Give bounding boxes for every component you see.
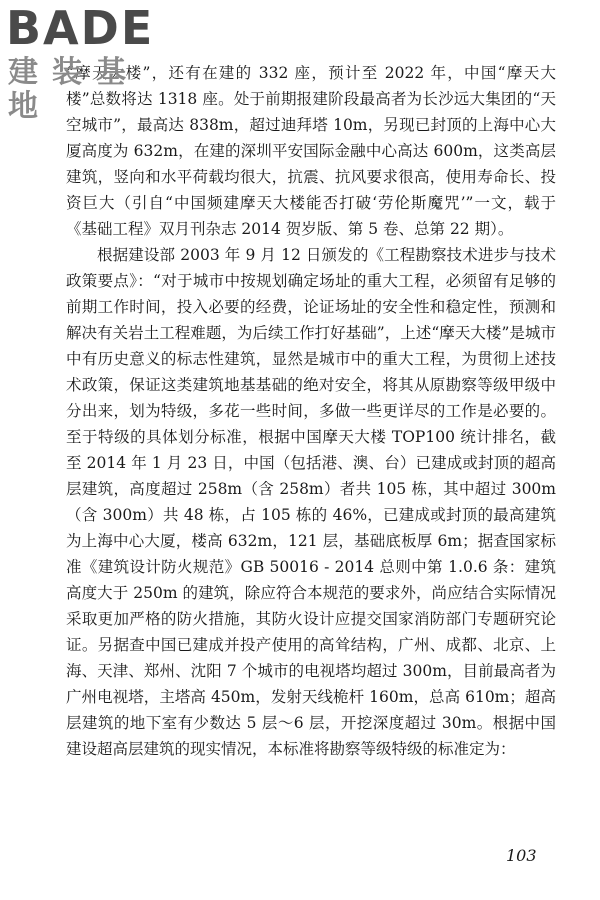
page-number: 103 (506, 846, 537, 865)
paragraph-continued: “摩天大楼”，还有在建的 332 座，预计至 2022 年，中国“摩天大楼”总数将达 1318 座。处于前期报建阶段最高者为长沙远大集团的“天空城市”，最高达 838m，超过迪拜塔 10m，另现已封顶的上海中心大厦高度为 632m，在建的深圳平安国际金融中心高达 600m，这类高层建筑，竖向和水平荷载均很大，抗震、抗风要求很高，使用寿命长、投资巨大（引自“中国频建摩天大楼能否打破‘劳伦斯魔咒’”一文，载于《基础工程》双月刊杂志 2014 贺岁版、第 5 卷、总第 22 期）。 (66, 64, 556, 238)
bade-logo (6, 1, 176, 124)
page-body (66, 60, 556, 762)
paragraph-main: 根据建设部 2003 年 9 月 12 日颁发的《工程勘察技术进步与技术政策要点》：“对于城市中按规划确定场址的重大工程，必须留有足够的前期工作时间，投入必要的经费，论证场址的安全性和稳定性，预测和解决有关岩土工程难题，为后续工作打好基础”，上述“摩天大楼”是城市中有历史意义的标志性建筑，显然是城市中的重大工程，为贯彻上述技术政策，保证这类建筑地基基础的绝对安全，将其从原勘察等级甲级中分出来，划为特级，多花一些时间，多做一些更详尽的工作是必要的。至于特级的具体划分标准，根据中国摩天大楼 TOP100 统计排名，截至 2014 年 1 月 23 日，中国（包括港、澳、台）已建成或封顶的超高层建筑，高度超过 258m（含 258m）者共 105 栋，其中超过 300m（含 300m）共 48 栋，占 105 栋的 46%，已建成或封顶的最高建筑为上海中心大厦，楼高 632m，121 层，基础底板厚 6m；据查国家标准《建筑设计防火规范》GB 50016 - 2014 总则中第 1.0.6 条：建筑高度大于 250m 的建筑，除应符合本规范的要求外，尚应结合实际情况采取更加严格的防火措施，其防火设计应提交国家消防部门专题研究论证。另据查中国已建成并投产使用的高耸结构，广州、成都、北京、上海、天津、郑州、沈阳 7 个城市的电视塔均超过 300m，目前最高者为广州电视塔，主塔高 450m，发射天线桅杆 160m，总高 610m；超高层建筑的地下室有少数达 5 层～6 层，开挖深度超过 30m。根据中国建设超高层建筑的现实情况，本标准将勘察等级特级的标准定为： (66, 246, 556, 758)
logo-text-cn: 建装基地 (8, 55, 140, 124)
logo-text-en: BADE (6, 1, 155, 55)
